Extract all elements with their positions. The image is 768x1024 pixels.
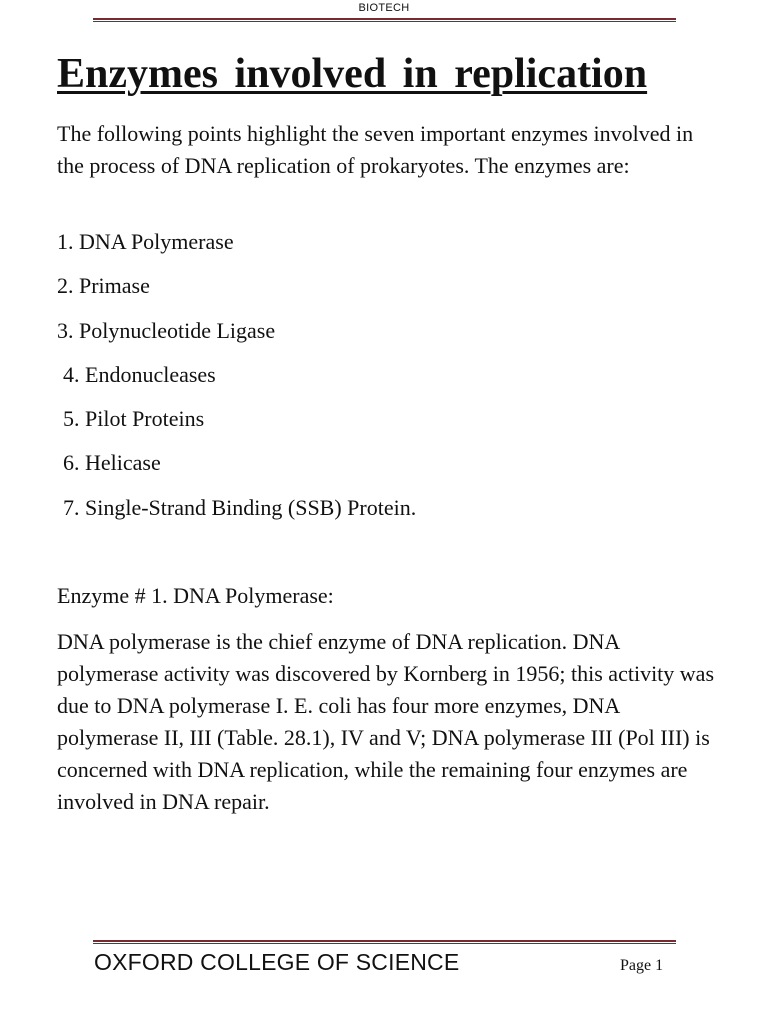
page-number: Page 1 [620,957,664,974]
section-heading: Enzyme # 1. DNA Polymerase: [57,583,334,608]
header-divider [93,18,676,22]
list-item: 5. Pilot Proteins [63,406,205,432]
header-label: BIOTECH [358,2,410,14]
footer-college-name: OXFORD COLLEGE OF SCIENCE [94,949,460,975]
list-item: 3. Polynucleotide Ligase [57,317,276,343]
list-item: 1. DNA Polymerase [57,229,234,254]
list-item: 4. Endonucleases [63,361,216,387]
footer-divider [93,940,676,944]
enzyme-list [57,226,416,536]
page-title: Enzymes involved in replication [57,51,648,97]
list-item: 7. Single-Strand Binding (SSB) Protein. [63,494,417,520]
description-paragraph: DNA polymerase is the chief enzyme of DNA replication. DNA polymerase activity was discovered by Kornberg in 1956; this activity was due to DNA polymerase I. E. coli has four more enzymes, DNA polymerase II, III (Table. 28.1), IV and V; DNA polymerase III (Pol III) is concerned with DNA replication, while the remaining four enzymes are involved in DNA repair. [57,629,715,814]
intro-paragraph: The following points highlight the seven important enzymes involved in the process of DNA replication of prokaryotes. The enzymes are: [57,121,694,178]
list-item: 6. Helicase [63,450,161,476]
list-item: 2. Primase [57,273,150,299]
